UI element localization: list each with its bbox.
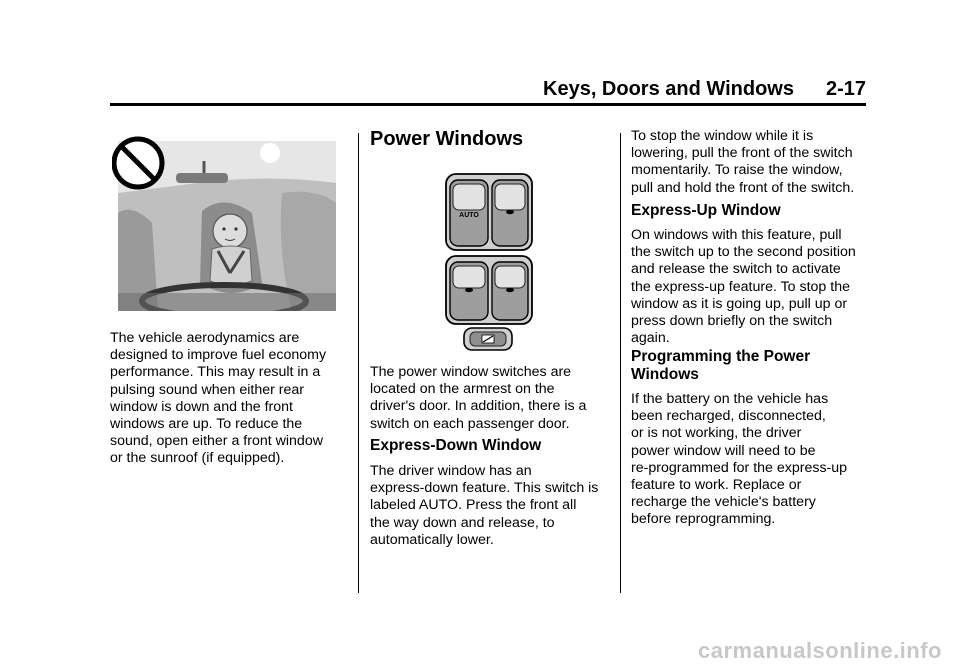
column-divider-left (358, 133, 359, 593)
text-line: the express-up feature. To stop the (631, 278, 850, 295)
text-line: performance. This may result in a (110, 364, 321, 381)
text-line: located on the armrest on the (370, 381, 555, 398)
middle-paragraph-2 (370, 463, 615, 549)
child-seat-illustration (112, 133, 336, 311)
heading-power-windows: Power Windows (370, 128, 524, 150)
text-line: momentarily. To raise the window, (631, 162, 843, 179)
text-line: again. (631, 330, 670, 347)
right-paragraph-1 (631, 128, 871, 197)
text-line: labeled AUTO. Press the front all (370, 497, 577, 514)
text-line: pull and hold the front of the switch. (631, 179, 855, 196)
header-rule (110, 103, 866, 106)
text-line: The driver window has an (370, 463, 532, 479)
text-line: and release the switch to activate (631, 261, 841, 278)
heading-line: Windows (631, 366, 699, 383)
text-line: window as it is going up, pull up or (631, 295, 848, 312)
heading-programming-power-windows (631, 348, 871, 384)
right-paragraph-2 (631, 227, 871, 347)
page-number: 2-17 (825, 78, 866, 100)
text-line: power window will need to be (631, 442, 816, 459)
text-line: before reprogramming. (631, 511, 776, 528)
page-header (110, 78, 866, 104)
text-line: automatically lower. (370, 531, 494, 548)
heading-express-down-window: Express-Down Window (370, 437, 542, 454)
middle-paragraph-1 (370, 364, 615, 433)
text-line: switch on each passenger door. (370, 415, 570, 432)
watermark: carmanualsonline.info (698, 638, 942, 663)
text-line: driver's door. In addition, there is a (370, 398, 587, 415)
text-line: re-programmed for the express-up (631, 459, 848, 476)
text-line: On windows with this feature, pull (631, 227, 842, 243)
text-line: If the battery on the vehicle has (631, 391, 829, 407)
section-title: Keys, Doors and Windows (543, 78, 794, 100)
text-line: windows are up. To reduce the (110, 416, 303, 433)
text-line: designed to improve fuel economy (110, 347, 327, 364)
text-line: recharge the vehicle's battery (631, 494, 816, 511)
left-paragraph (110, 330, 345, 468)
right-paragraph-3 (631, 391, 871, 529)
text-line: feature to work. Replace or (631, 477, 802, 494)
text-line: The vehicle aerodynamics are (110, 330, 300, 346)
heading-express-up-window: Express-Up Window (631, 202, 781, 219)
text-line: the way down and release, to (370, 514, 555, 531)
text-line: press down briefly on the switch (631, 313, 833, 330)
text-line: To stop the window while it is (631, 128, 814, 144)
text-line: lowering, pull the front of the switch (631, 145, 853, 162)
text-line: sound, open either a front window (110, 433, 323, 450)
header-title-block (543, 78, 866, 101)
text-line: express-down feature. This switch is (370, 480, 599, 497)
text-line: pulsing sound when either rear (110, 381, 305, 398)
text-line: the switch up to the second position (631, 244, 856, 261)
auto-label: AUTO (459, 212, 479, 219)
text-line: window is down and the front (110, 398, 293, 415)
text-line: been recharged, disconnected, (631, 408, 826, 425)
power-window-switch-illustration (440, 172, 536, 354)
text-line: or is not working, the driver (631, 425, 802, 442)
heading-line: Programming the Power (631, 348, 811, 365)
column-divider-right (620, 133, 621, 593)
text-line: or the sunroof (if equipped). (110, 450, 285, 467)
text-line: The power window switches are (370, 364, 572, 380)
